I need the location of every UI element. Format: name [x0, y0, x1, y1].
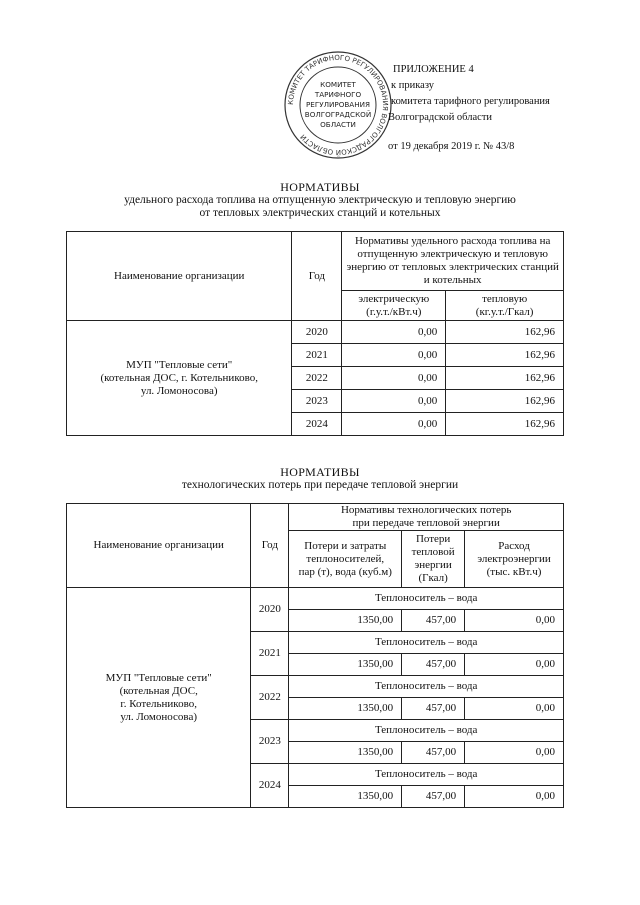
year-cell: 2022 [292, 367, 342, 390]
carrier-loss-cell: 1350,00 [289, 610, 402, 632]
year-cell: 2024 [251, 764, 289, 808]
svg-text:РЕГУЛИРОВАНИЯ: РЕГУЛИРОВАНИЯ [305, 100, 371, 109]
section1-title-block [0, 181, 640, 220]
section1-subtitle-2: от тепловых электрических станций и котельных [199, 207, 441, 219]
order-ref-line: к приказу [391, 80, 434, 91]
heat-loss-cell: 457,00 [402, 786, 465, 808]
heat-loss-cell: 457,00 [402, 654, 465, 676]
svg-text:ОБЛАСТИ: ОБЛАСТИ [320, 120, 356, 129]
carrier-cell: Теплоноситель – вода [289, 720, 564, 742]
col-org-header: Наименование организации [67, 504, 251, 588]
col-carrier-losses-header: Потери и затраты теплоносителей, пар (т), вода (куб.м) [289, 531, 402, 588]
year-cell: 2021 [251, 632, 289, 676]
electricity-cell: 0,00 [465, 610, 564, 632]
section2-subtitle: технологических потерь при передаче тепловой энергии [181, 479, 459, 491]
elec-cell: 0,00 [342, 390, 446, 413]
year-cell: 2021 [292, 344, 342, 367]
order-region-line: Волгоградской области [388, 112, 493, 123]
year-cell: 2023 [251, 720, 289, 764]
year-cell: 2023 [292, 390, 342, 413]
col-heat-losses-header: Потери тепловой энергии (Гкал) [402, 531, 465, 588]
section1-subtitle-1: удельного расхода топлива на отпущенную электрическую и тепловую энергию [124, 194, 516, 206]
carrier-loss-cell: 1350,00 [289, 786, 402, 808]
year-cell: 2020 [251, 588, 289, 632]
official-seal-stamp [283, 50, 393, 160]
org-name-cell: МУП "Тепловые сети" (котельная ДОС, г. Котельниково, ул. Ломоносова) [67, 588, 251, 808]
elec-cell: 0,00 [342, 321, 446, 344]
col-year-header: Год [251, 504, 289, 588]
elec-cell: 0,00 [342, 367, 446, 390]
col-group-header: Нормативы технологических потерь при передаче тепловой энергии [289, 504, 564, 531]
heat-cell: 162,96 [446, 390, 564, 413]
electricity-cell: 0,00 [465, 654, 564, 676]
section2-title: НОРМАТИВЫ [280, 465, 360, 479]
heat-cell: 162,96 [446, 321, 564, 344]
col-electricity-header: Расход электроэнергии (тыс. кВт.ч) [465, 531, 564, 588]
section2-title-block [0, 466, 640, 492]
electricity-cell: 0,00 [465, 786, 564, 808]
svg-text:КОМИТЕТ: КОМИТЕТ [320, 80, 356, 89]
table-row [67, 588, 564, 610]
heat-cell: 162,96 [446, 367, 564, 390]
elec-cell: 0,00 [342, 344, 446, 367]
heat-loss-cell: 457,00 [402, 610, 465, 632]
svg-text:КОМИТЕТ ТАРИФНОГО РЕГУЛИРОВАНИ: КОМИТЕТ ТАРИФНОГО РЕГУЛИРОВАНИЯ ВОЛГОГРАДСКОЙ ОБЛАСТИ [286, 53, 390, 157]
heat-loss-cell: 457,00 [402, 698, 465, 720]
annex-header [388, 62, 550, 155]
svg-text:ТАРИФНОГО: ТАРИФНОГО [314, 90, 362, 99]
carrier-cell: Теплоноситель – вода [289, 676, 564, 698]
carrier-loss-cell: 1350,00 [289, 698, 402, 720]
col-group-header: Нормативы удельного расхода топлива на отпущенную электрическую и тепловую энергию от тепловых электрических станций и котельных [342, 232, 564, 291]
heat-loss-cell: 457,00 [402, 742, 465, 764]
year-cell: 2020 [292, 321, 342, 344]
carrier-cell: Теплоноситель – вода [289, 588, 564, 610]
year-cell: 2022 [251, 676, 289, 720]
org-name-cell: МУП "Тепловые сети" (котельная ДОС, г. Котельниково, ул. Ломоносова) [67, 321, 292, 436]
year-cell: 2024 [292, 413, 342, 436]
order-date-line: от 19 декабря 2019 г. № 43/8 [388, 141, 515, 152]
heat-loss-norms-table [66, 503, 564, 808]
svg-text:ВОЛГОГРАДСКОЙ: ВОЛГОГРАДСКОЙ [304, 110, 372, 119]
col-heat-header: тепловую (кг.у.т./Гкал) [446, 291, 564, 321]
annex-title: ПРИЛОЖЕНИЕ 4 [393, 64, 474, 75]
electricity-cell: 0,00 [465, 742, 564, 764]
heat-cell: 162,96 [446, 413, 564, 436]
heat-cell: 162,96 [446, 344, 564, 367]
table-row [67, 321, 564, 344]
carrier-cell: Теплоноситель – вода [289, 764, 564, 786]
carrier-cell: Теплоноситель – вода [289, 632, 564, 654]
electricity-cell: 0,00 [465, 698, 564, 720]
col-year-header: Год [292, 232, 342, 321]
col-org-header: Наименование организации [67, 232, 292, 321]
col-elec-header: электрическую (г.у.т./кВт.ч) [342, 291, 446, 321]
carrier-loss-cell: 1350,00 [289, 654, 402, 676]
section1-title: НОРМАТИВЫ [280, 180, 360, 194]
carrier-loss-cell: 1350,00 [289, 742, 402, 764]
fuel-norms-table [66, 231, 564, 436]
elec-cell: 0,00 [342, 413, 446, 436]
order-issuer-line: комитета тарифного регулирования [391, 96, 550, 107]
